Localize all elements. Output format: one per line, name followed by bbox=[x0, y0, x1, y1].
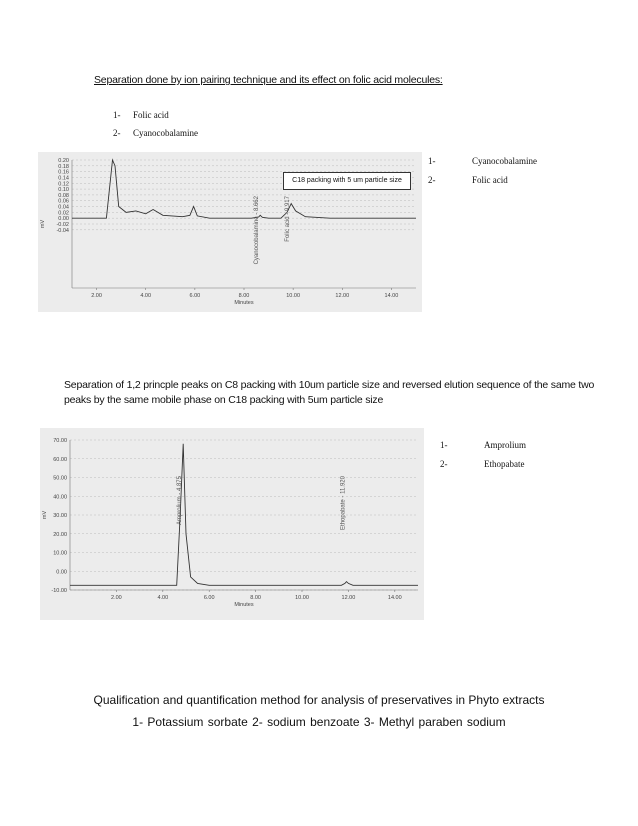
chromatogram-2-svg bbox=[40, 428, 424, 620]
y-tick-label: 60.00 bbox=[53, 456, 67, 463]
series-trace bbox=[70, 444, 418, 586]
x-tick-label: 12.00 bbox=[335, 293, 350, 299]
y-tick-label: 0.12 bbox=[58, 181, 69, 188]
y-tick-label: 30.00 bbox=[53, 513, 67, 519]
x-tick-label: 4.00 bbox=[140, 293, 152, 299]
footer-list: 1- Potassium sorbate 2- sodium benzoate 3- Methyl paraben sodium bbox=[132, 715, 506, 729]
x-tick-label: 10.00 bbox=[295, 595, 309, 601]
x-tick-label: 10.00 bbox=[286, 293, 301, 299]
y-tick-label: 0.16 bbox=[58, 169, 69, 176]
section1-title: Separation done by ion pairing technique and its effect on folic acid molecules: bbox=[94, 74, 443, 86]
x-tick-label: 14.00 bbox=[387, 595, 402, 601]
y-tick-label: -0.02 bbox=[56, 222, 69, 228]
x-tick-label: 8.00 bbox=[238, 293, 250, 299]
y-tick-label: 0.06 bbox=[58, 198, 69, 205]
x-tick-label: 12.00 bbox=[341, 595, 356, 601]
y-tick-label: 0.04 bbox=[58, 204, 69, 211]
y-tick-label: 0.14 bbox=[58, 175, 69, 182]
footer-title: Qualification and quantification method for analysis of preservatives in Phyto extracts bbox=[93, 693, 545, 707]
peak-label: Amprolium - 4.875 bbox=[177, 476, 184, 526]
y-tick-label: 0.10 bbox=[58, 187, 69, 194]
y-tick-label: -10.00 bbox=[51, 588, 67, 594]
y-axis-label: mV bbox=[40, 219, 46, 229]
legend-item-folic-acid: 2- Folic acid bbox=[428, 175, 508, 185]
y-tick-label: 50.00 bbox=[53, 475, 67, 482]
chromatogram-2 bbox=[40, 428, 424, 620]
peak-label: Cyanocobalamine - 8.662 bbox=[254, 196, 261, 265]
x-axis-label: Minutes bbox=[234, 300, 254, 306]
x-tick-label: 2.00 bbox=[91, 293, 102, 299]
section2-paragraph: Separation of 1,2 princple peaks on C8 packing with 10um particle size and reversed elution sequence of the same two peaks by the same mobile phase on C18 packing with 5um particle size bbox=[64, 379, 595, 406]
peak-label: Ethopabate - 11.920 bbox=[340, 476, 347, 530]
y-tick-label: 70.00 bbox=[53, 438, 67, 444]
peak-label: Folic acid - 9.917 bbox=[285, 195, 292, 242]
y-tick-label: 0.00 bbox=[56, 569, 67, 576]
y-tick-label: 0.18 bbox=[58, 163, 69, 170]
x-tick-label: 6.00 bbox=[189, 293, 201, 299]
y-tick-label: 0.00 bbox=[58, 216, 69, 223]
x-axis-label: Minutes bbox=[234, 602, 254, 608]
x-tick-label: 6.00 bbox=[203, 595, 215, 601]
y-tick-label: 40.00 bbox=[53, 494, 67, 501]
legend-item-cyanocobalamine: 1- Cyanocobalamine bbox=[428, 156, 537, 166]
list-item: 1- Folic acid bbox=[113, 110, 169, 120]
y-tick-label: 0.20 bbox=[58, 158, 69, 164]
legend-item-ethopabate: 2- Ethopabate bbox=[440, 459, 525, 469]
y-tick-label: 0.02 bbox=[58, 210, 69, 217]
packing-inset-label: C18 packing with 5 um particle size bbox=[283, 172, 411, 190]
y-axis-label: mV bbox=[42, 510, 48, 520]
y-tick-label: 20.00 bbox=[53, 531, 67, 538]
y-tick-label: -0.04 bbox=[56, 227, 69, 234]
x-tick-label: 14.00 bbox=[384, 293, 399, 299]
y-tick-label: 10.00 bbox=[53, 550, 67, 557]
x-tick-label: 4.00 bbox=[157, 595, 169, 601]
y-tick-label: 0.08 bbox=[58, 192, 69, 199]
legend-item-amprolium: 1- Amprolium bbox=[440, 440, 526, 450]
x-tick-label: 8.00 bbox=[250, 595, 261, 601]
x-tick-label: 2.00 bbox=[111, 595, 122, 601]
list-item: 2- Cyanocobalamine bbox=[113, 128, 198, 138]
